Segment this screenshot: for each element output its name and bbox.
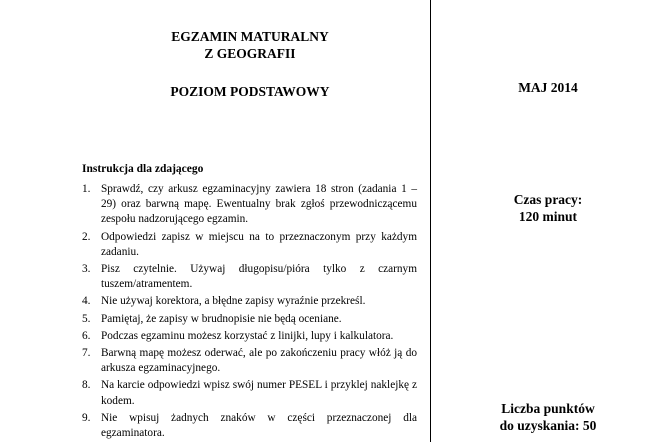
exam-level: POZIOM PODSTAWOWY [170,84,330,99]
list-item: 7. Barwną mapę możesz oderwać, ale po zakończeniu pracy włóż ją do arkusza egzaminacyjnego. [82,347,417,375]
exam-title-line2: Z GEOGRAFII [204,46,296,61]
instructions-list [82,182,417,443]
list-item: 9. Nie wpisuj żadnych znaków w części przeznaczonej dla egzaminatora. [82,411,417,440]
exam-date: MAJ 2014 [518,80,578,95]
points-label: Liczba punktów [501,401,595,416]
list-item: 3. Pisz czytelnie. Używaj długopisu/pióra tylko z czarnym tuszem/atramentem. [82,263,417,291]
exam-duration [432,191,664,225]
points-value: do uzyskania: 50 [499,418,597,433]
list-item: 6. Podczas egzaminu możesz korzystać z linijki, lupy i kalkulatora. [82,329,394,342]
exam-title-line1: EGZAMIN MATURALNY [171,29,329,44]
list-item: 5. Pamiętaj, że zapisy w brudnopisie nie będą oceniane. [82,312,342,325]
list-item: 8. Na karcie odpowiedzi wpisz swój numer PESEL i przyklej naklejkę z kodem. [82,379,417,407]
column-divider [430,0,431,442]
duration-label: Czas pracy: [513,192,583,207]
duration-value: 120 minut [518,209,578,224]
list-item: 1. Sprawdź, czy arkusz egzaminacyjny zawiera 18 stron (zadania 1 – 29) oraz barwną mapę. Ewentualny brak zgłoś przewodniczącemu zespołu nadzorującego egzamin. [82,183,417,226]
instructions-title: Instrukcja dla zdającego [82,163,204,175]
list-item: 2. Odpowiedzi zapisz w miejscu na to przeznaczonym przy każdym zadaniu. [82,230,417,258]
points-total [432,400,664,434]
exam-title [90,28,410,62]
list-item: 4. Nie używaj korektora, a błędne zapisy wyraźnie przekreśl. [82,295,366,308]
